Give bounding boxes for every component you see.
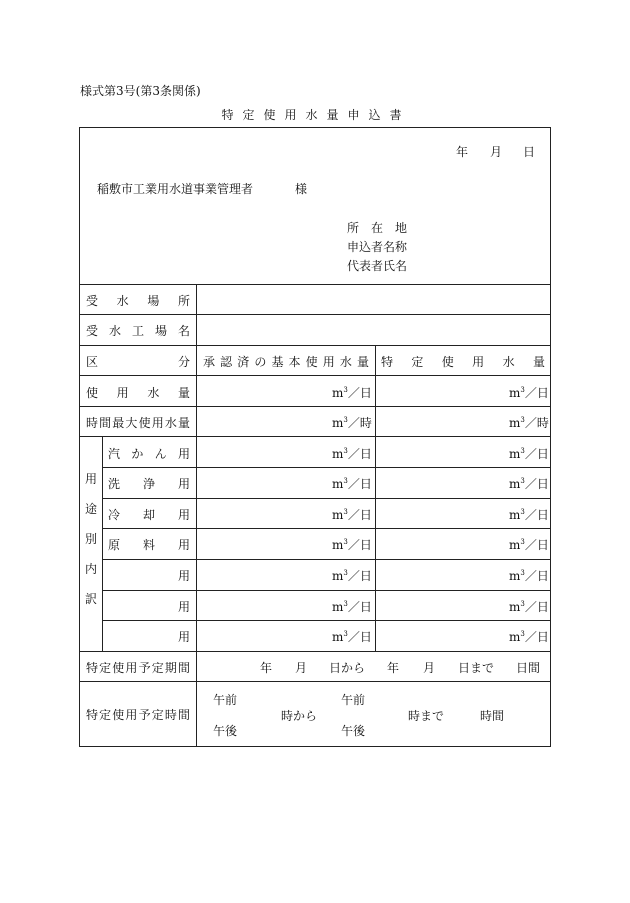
- period-month: 月: [295, 661, 308, 675]
- row-divider: [80, 375, 550, 376]
- category-label: 区 分: [86, 355, 190, 369]
- specific-usage-header: 特 定 使 用 水 量: [381, 355, 545, 369]
- row-divider: [102, 528, 550, 529]
- form-number: 様式第3号(第3条関係): [80, 84, 201, 98]
- unit-m3-per-day: $m^3/$日: [509, 386, 549, 400]
- applicant-name-label: 申込者名称: [347, 240, 408, 254]
- time-am-end: 午前: [341, 693, 366, 707]
- unit-m3-per-day: $m^3/$日: [509, 538, 549, 552]
- form-title: 特定使用水量申込書: [221, 108, 411, 122]
- time-am-start: 午前: [213, 693, 238, 707]
- row-divider: [80, 345, 550, 346]
- unit-m3-per-day: $m^3/$日: [332, 508, 372, 522]
- unit-m3-per-day: $m^3/$日: [332, 386, 372, 400]
- approved-basic-header: 承 認 済 の 基 本 使 用 水 量: [203, 355, 369, 369]
- row-divider: [102, 467, 550, 468]
- unit-m3-per-day: $m^3/$日: [332, 600, 372, 614]
- row-divider: [80, 681, 550, 682]
- period-year2: 年: [387, 661, 400, 675]
- purpose-blank: 用: [178, 569, 191, 583]
- purpose-group-label: 用 途 別 内 訳: [85, 472, 98, 606]
- row-divider: [80, 406, 550, 407]
- unit-m3-per-day: $m^3/$日: [509, 630, 549, 644]
- time-hours: 時間: [480, 709, 505, 723]
- purpose-boiler: 汽 か ん 用: [108, 447, 190, 461]
- application-form-table: [79, 127, 551, 747]
- purpose-blank: 用: [178, 600, 191, 614]
- row-divider: [80, 651, 550, 652]
- unit-m3-per-day: $m^3/$日: [509, 508, 549, 522]
- period-days: 日間: [516, 661, 541, 675]
- label-column-divider: [196, 284, 197, 746]
- row-divider: [80, 436, 550, 437]
- unit-m3-per-hour: $m^3/$時: [332, 416, 372, 430]
- period-until-day: 日まで: [458, 661, 495, 675]
- row-divider: [102, 620, 550, 621]
- unit-m3-per-day: $m^3/$日: [509, 600, 549, 614]
- date-month: 月: [490, 145, 503, 159]
- purpose-group-divider: [102, 436, 103, 651]
- row-divider: [102, 498, 550, 499]
- unit-m3-per-day: $m^3/$日: [509, 447, 549, 461]
- unit-m3-per-hour: $m^3/$時: [509, 416, 549, 430]
- purpose-raw-material: 原 料 用: [108, 538, 190, 552]
- addressee: 稲敷市工業用水道事業管理者: [97, 182, 254, 196]
- unit-m3-per-day: $m^3/$日: [332, 477, 372, 491]
- time-until: 時まで: [408, 709, 445, 723]
- purpose-cleaning: 洗 浄 用: [108, 477, 190, 491]
- representative-name-label: 代表者氏名: [347, 259, 408, 273]
- unit-m3-per-day: $m^3/$日: [509, 477, 549, 491]
- time-from: 時から: [281, 709, 318, 723]
- max-hourly-label: 時 間 最 大 使 用 水 量: [86, 416, 190, 430]
- time-label: 特 定 使 用 予 定 時 間: [86, 708, 190, 722]
- honorific: 様: [295, 182, 308, 196]
- receiving-place-label: 受 水 場 所: [86, 294, 190, 308]
- period-label: 特 定 使 用 予 定 期 間: [86, 661, 190, 675]
- time-pm-start: 午後: [213, 724, 238, 738]
- period-year: 年: [260, 661, 273, 675]
- row-divider: [80, 284, 550, 285]
- row-divider: [80, 314, 550, 315]
- address-label: 所 在 地: [347, 221, 408, 235]
- unit-m3-per-day: $m^3/$日: [509, 569, 549, 583]
- period-from-day: 日から: [329, 661, 366, 675]
- date-year: 年: [456, 145, 469, 159]
- unit-m3-per-day: $m^3/$日: [332, 569, 372, 583]
- row-divider: [102, 590, 550, 591]
- receiving-factory-label: 受 水 工 場 名: [86, 324, 190, 338]
- unit-m3-per-day: $m^3/$日: [332, 630, 372, 644]
- usage-amount-label: 使 用 水 量: [86, 386, 190, 400]
- value-column-divider: [375, 345, 376, 651]
- purpose-cooling: 冷 却 用: [108, 508, 190, 522]
- row-divider: [102, 559, 550, 560]
- time-pm-end: 午後: [341, 724, 366, 738]
- period-month2: 月: [423, 661, 436, 675]
- date-day: 日: [523, 145, 536, 159]
- purpose-blank: 用: [178, 630, 191, 644]
- unit-m3-per-day: $m^3/$日: [332, 538, 372, 552]
- unit-m3-per-day: $m^3/$日: [332, 447, 372, 461]
